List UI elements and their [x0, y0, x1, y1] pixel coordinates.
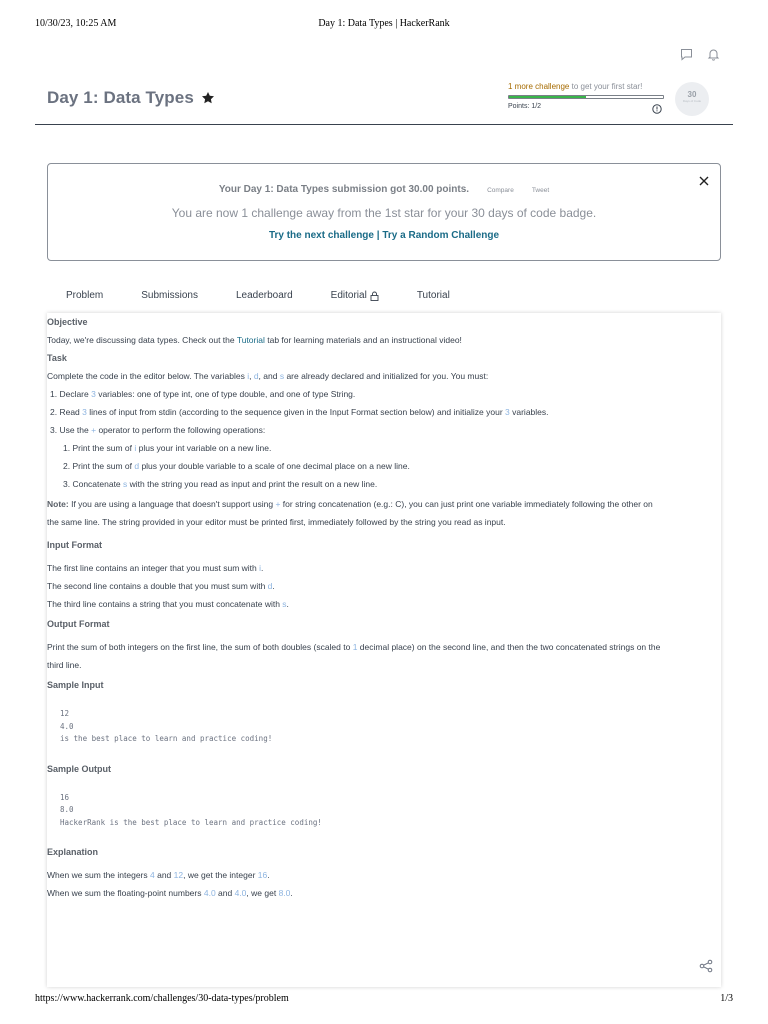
- text: .: [272, 581, 275, 591]
- text: are already declared and initialized for you. You must:: [284, 371, 489, 381]
- tab-submissions[interactable]: [141, 290, 198, 301]
- task-item: [47, 403, 715, 421]
- comment-icon[interactable]: [680, 48, 693, 61]
- text: operator to perform the following operations:: [96, 425, 266, 435]
- random-challenge-link[interactable]: Try a Random Challenge: [382, 230, 500, 241]
- progress-bottom: [508, 101, 664, 111]
- text: 3. Use the: [50, 425, 92, 435]
- alert-message-row: [48, 184, 720, 195]
- output-format-heading: Output Format: [47, 619, 110, 629]
- text: plus your double variable to a scale of one decimal place on a new line.: [139, 461, 410, 471]
- star-icon[interactable]: [201, 91, 215, 105]
- text: , we get the integer: [183, 870, 258, 880]
- info-icon[interactable]: [652, 101, 662, 111]
- text: for string concatenation (e.g.: C), you can just print one variable immediately following the other on: [280, 499, 653, 509]
- math-var: 1: [352, 642, 358, 652]
- math-var: d: [267, 581, 273, 591]
- math-var: i: [247, 371, 250, 381]
- tutorial-link[interactable]: Tutorial: [236, 335, 265, 345]
- input-line: [47, 577, 715, 595]
- note-text-2: the same line. The string provided in your editor must be printed first, immediately followed by the string you read as input.: [47, 517, 506, 527]
- tweet-link[interactable]: Tweet: [531, 187, 550, 194]
- tab-label: Tutorial: [416, 290, 450, 301]
- math-var: s: [282, 599, 287, 609]
- alert-links: [48, 230, 720, 241]
- math-var: 12: [173, 870, 184, 880]
- math-var: i: [259, 563, 262, 573]
- lock-icon: [370, 291, 379, 301]
- print-page-number: 1/3: [720, 993, 733, 1004]
- print-page-title: Day 1: Data Types | HackerRank: [318, 18, 450, 29]
- text: ,: [249, 371, 254, 381]
- text: .: [267, 870, 270, 880]
- task-item: [47, 385, 715, 403]
- sample-output-heading: Sample Output: [47, 763, 112, 774]
- tab-editorial[interactable]: [331, 290, 379, 301]
- tab-tutorial[interactable]: [417, 290, 450, 301]
- text: The first line contains an integer that you must sum with: [47, 563, 260, 573]
- text: Today, we're discussing data types. Check out the: [47, 335, 237, 345]
- points-label: Points: 1/2: [508, 102, 542, 110]
- print-header: [35, 18, 733, 32]
- bell-icon[interactable]: [707, 48, 720, 61]
- note-text: [47, 495, 715, 513]
- task-subitem: [47, 457, 715, 475]
- note-label: Note:: [47, 499, 69, 509]
- progress-highlight[interactable]: 1 more challenge: [508, 82, 570, 91]
- code-line: 4.0: [60, 721, 74, 731]
- code-line: is the best place to learn and practice coding!: [60, 734, 273, 743]
- math-var: d: [134, 461, 140, 471]
- thirty-days-badge[interactable]: [675, 82, 709, 116]
- code-line: 8.0: [60, 805, 74, 814]
- explanation-line: [47, 884, 715, 902]
- top-icons: [680, 48, 720, 61]
- tab-problem[interactable]: [66, 290, 103, 301]
- math-var: d: [253, 371, 259, 381]
- math-var: 4: [150, 870, 155, 880]
- sample-input-heading: Sample Input: [47, 680, 104, 690]
- math-var: +: [275, 499, 281, 509]
- text: The third line contains a string that you must concatenate with: [47, 599, 283, 609]
- code-line: 16: [60, 792, 70, 802]
- sample-input-block: [47, 708, 715, 746]
- math-var: 3: [91, 389, 96, 399]
- text: 2. Read: [50, 407, 83, 417]
- task-text: [47, 367, 715, 385]
- tab-label: Problem: [66, 290, 104, 301]
- submission-alert: [47, 163, 721, 261]
- alert-link-separator: |: [373, 230, 383, 241]
- text: Print the sum of both integers on the first line, the sum of both doubles (scaled to: [47, 642, 353, 652]
- problem-body: [47, 313, 715, 902]
- tab-label: Submissions: [141, 290, 198, 301]
- text: plus your int variable on a new line.: [136, 443, 272, 453]
- alert-subtitle: You are now 1 challenge away from the 1st star for your 30 days of code badge.: [171, 206, 597, 220]
- progress-rest: to get your first star!: [569, 82, 643, 91]
- tab-label: Editorial: [330, 290, 367, 301]
- print-timestamp: 10/30/23, 10:25 AM: [35, 18, 117, 29]
- text: When we sum the floating-point numbers: [47, 888, 204, 898]
- code-line: 12: [60, 709, 70, 718]
- task-item: [47, 421, 715, 439]
- math-var: 3: [505, 407, 510, 417]
- text: and: [154, 870, 174, 880]
- math-var: s: [123, 479, 128, 489]
- progress-bar: [508, 95, 664, 99]
- math-var: 8.0: [278, 888, 291, 898]
- text: and: [215, 888, 235, 898]
- explanation-heading: Explanation: [47, 847, 99, 857]
- text: variables.: [509, 407, 549, 417]
- text: Complete the code in the editor below. The variables: [47, 371, 248, 381]
- text: When we sum the integers: [47, 870, 150, 880]
- compare-link[interactable]: Compare: [487, 187, 514, 194]
- problem-statement: [47, 313, 721, 987]
- input-format-heading: Input Format: [47, 540, 102, 550]
- alert-message: Your Day 1: Data Types submission got 30.00 points.: [218, 184, 470, 195]
- text: tab for learning materials and an instructional video!: [264, 335, 462, 345]
- progress-fill: [509, 96, 586, 98]
- header-divider: [35, 124, 733, 125]
- star-progress: [508, 82, 664, 111]
- text: If you are using a language that doesn't support using: [68, 499, 276, 509]
- math-var: +: [91, 425, 97, 435]
- sample-output-block: [47, 792, 715, 830]
- text: lines of input from stdin (according to the sequence given in the Input Format section below) and initialize your: [86, 407, 506, 417]
- tab-leaderboard[interactable]: [236, 290, 293, 301]
- text: The second line contains a double that you must sum with: [47, 581, 268, 591]
- page-title: Day 1: Data Types: [47, 88, 194, 107]
- code-line: HackerRank is the best place to learn and practice coding!: [60, 817, 322, 827]
- text: variables: one of type int, one of type double, and one of type String.: [95, 389, 356, 399]
- text: 1. Declare: [50, 389, 92, 399]
- title-row: [47, 88, 215, 108]
- text: 2. Print the sum of: [63, 461, 135, 471]
- text: 1. Print the sum of: [63, 443, 135, 453]
- math-var: i: [134, 443, 137, 453]
- text: with the string you read as input and print the result on a new line.: [127, 479, 378, 489]
- text: 3. Concatenate: [63, 479, 124, 489]
- progress-message: [508, 82, 664, 91]
- math-var: 4.0: [203, 888, 216, 898]
- print-footer: [35, 993, 733, 1007]
- objective-heading: Objective: [47, 317, 88, 327]
- text: .: [290, 888, 293, 898]
- print-url: https://www.hackerrank.com/challenges/30-data-types/problem: [35, 993, 289, 1004]
- output-text-2: third line.: [47, 660, 82, 670]
- math-var: s: [279, 371, 285, 381]
- tab-label: Leaderboard: [235, 290, 293, 301]
- input-line: [47, 559, 715, 577]
- badge-sub: Days of Code: [682, 99, 702, 103]
- math-var: 4.0: [234, 888, 247, 898]
- text: decimal place) on the second line, and then the two concatenated strings on the: [357, 642, 661, 652]
- task-subitem: [47, 475, 715, 493]
- next-challenge-link[interactable]: Try the next challenge: [268, 230, 374, 241]
- text: .: [261, 563, 264, 573]
- task-subitem: [47, 439, 715, 457]
- badge-number: 30: [687, 90, 697, 99]
- math-var: 3: [82, 407, 87, 417]
- text: , and: [258, 371, 280, 381]
- explanation-line: [47, 866, 715, 884]
- challenge-tabs: [66, 290, 450, 301]
- text: , we get: [246, 888, 279, 898]
- output-text: [47, 638, 715, 656]
- math-var: 16: [257, 870, 268, 880]
- objective-text: [47, 331, 715, 349]
- input-line: [47, 595, 715, 613]
- text: .: [286, 599, 289, 609]
- share-icon[interactable]: [699, 959, 713, 973]
- task-heading: Task: [47, 353, 67, 363]
